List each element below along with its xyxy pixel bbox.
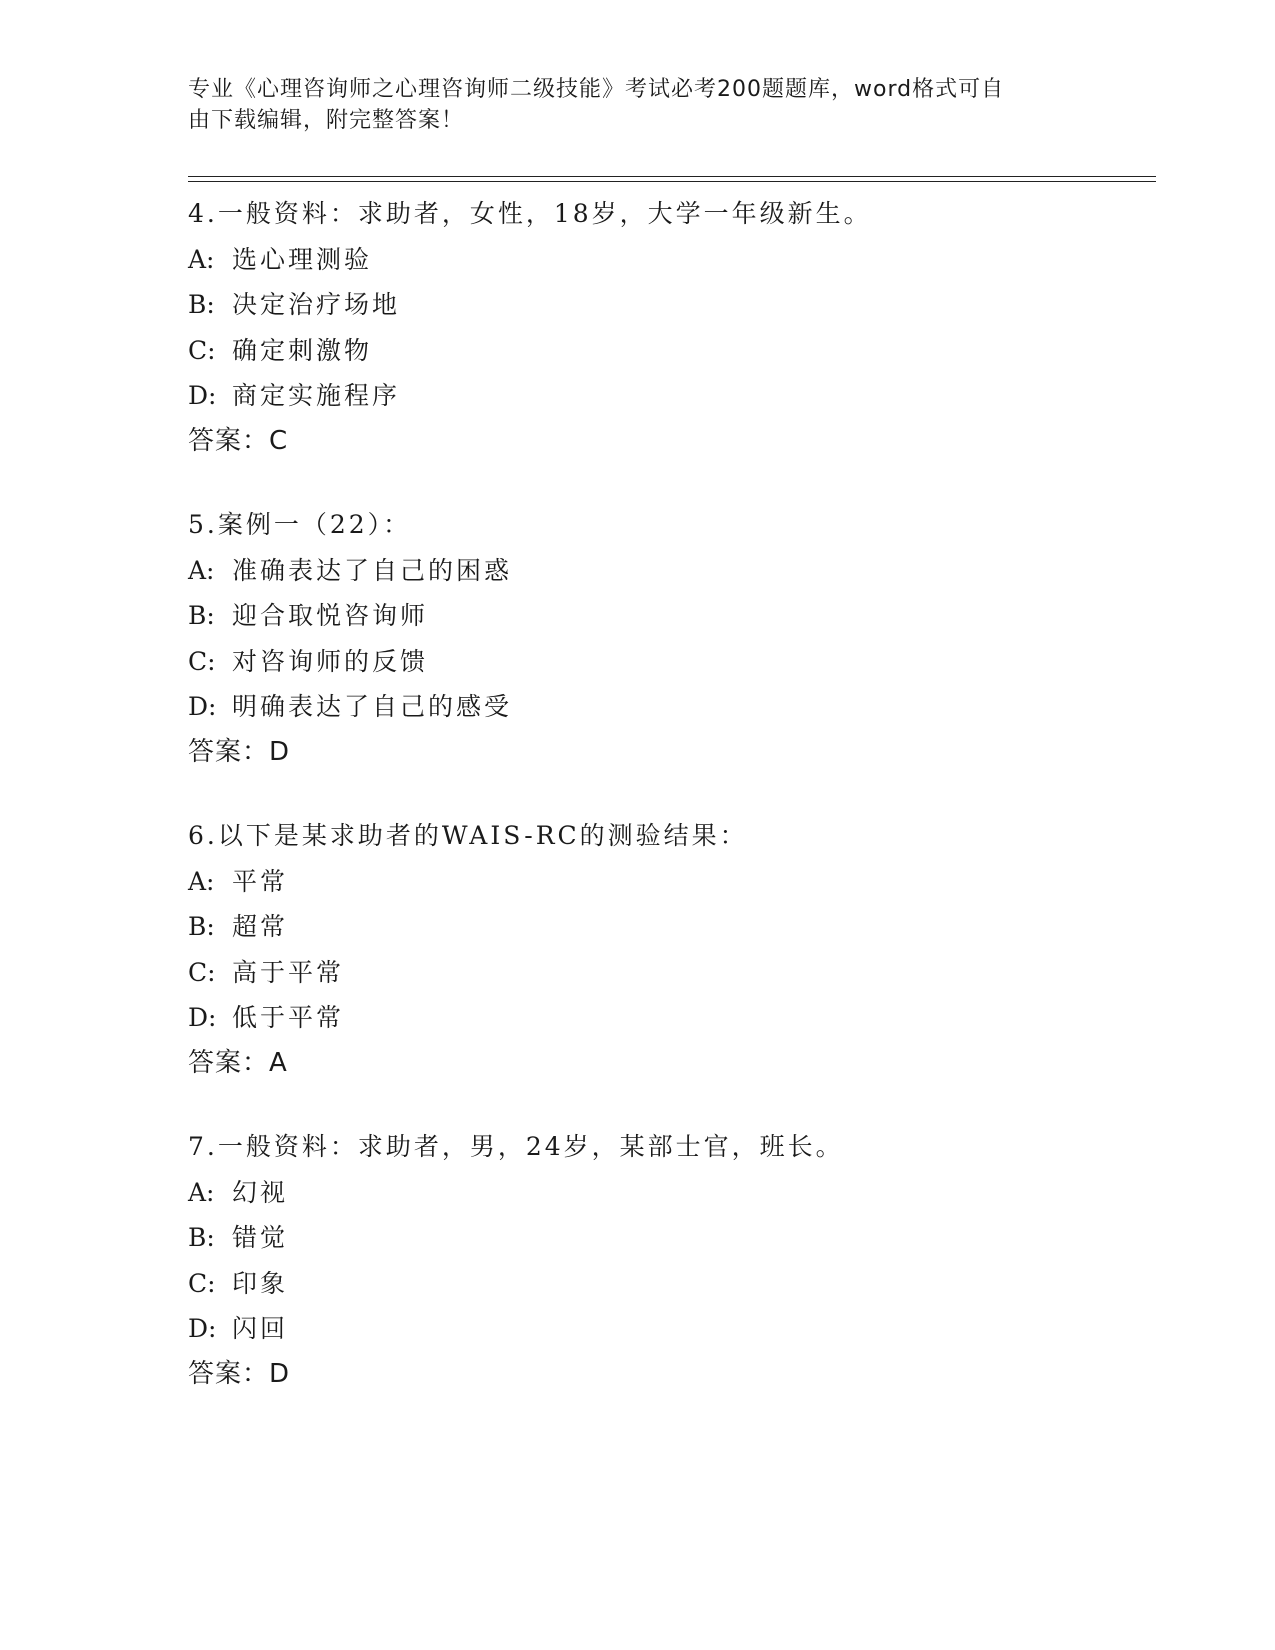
option-letter: A: xyxy=(188,244,215,274)
question-stem: 7.一般资料：求助者，男，24岁，某部士官，班长。 xyxy=(188,1132,844,1161)
option-text: 选心理测验 xyxy=(232,244,373,274)
question-4 xyxy=(188,191,1148,464)
option-text: 迎合取悦咨询师 xyxy=(232,601,429,630)
option-text: 低于平常 xyxy=(232,1003,345,1032)
option-text: 幻视 xyxy=(232,1177,289,1207)
option-letter: D: xyxy=(188,381,217,410)
header-line-2: 由下载编辑，附完整答案！ xyxy=(188,108,465,133)
option-letter: B: xyxy=(188,912,215,941)
option-text: 平常 xyxy=(232,866,289,896)
option-a xyxy=(188,859,1148,905)
option-text: 高于平常 xyxy=(232,957,345,987)
option-text: 准确表达了自己的困惑 xyxy=(232,555,513,585)
option-letter: C: xyxy=(188,646,216,676)
option-c xyxy=(188,950,1148,996)
option-text: 明确表达了自己的感受 xyxy=(232,692,513,721)
option-text: 闪回 xyxy=(232,1314,289,1343)
option-letter: D: xyxy=(188,1314,217,1343)
question-stem: 6.以下是某求助者的WAIS-RC的测验结果： xyxy=(188,821,748,850)
option-d xyxy=(188,1306,1148,1352)
option-text: 决定治疗场地 xyxy=(232,290,401,319)
option-letter: A: xyxy=(188,1177,215,1207)
header-divider-bottom xyxy=(188,181,1156,182)
question-6 xyxy=(188,813,1148,1086)
header-line-1: 专业《心理咨询师之心理咨询师二级技能》考试必考200题题库，word格式可自 xyxy=(188,77,1005,102)
option-c xyxy=(188,1261,1148,1307)
question-5 xyxy=(188,502,1148,775)
option-b xyxy=(188,1215,1148,1261)
option-letter: B: xyxy=(188,290,215,319)
option-text: 错觉 xyxy=(232,1223,289,1252)
header-divider-top xyxy=(188,176,1156,177)
option-letter: B: xyxy=(188,601,215,630)
answer-line: 答案：A xyxy=(188,1047,288,1078)
option-text: 商定实施程序 xyxy=(232,381,401,410)
option-b xyxy=(188,282,1148,328)
option-a xyxy=(188,548,1148,594)
question-list xyxy=(188,191,1148,1435)
option-a xyxy=(188,1170,1148,1216)
answer-line: 答案：D xyxy=(188,1358,291,1389)
option-letter: C: xyxy=(188,335,216,365)
option-letter: B: xyxy=(188,1223,215,1252)
option-letter: A: xyxy=(188,866,215,896)
option-b xyxy=(188,593,1148,639)
option-letter: D: xyxy=(188,1003,217,1032)
option-letter: C: xyxy=(188,957,216,987)
option-letter: C: xyxy=(188,1268,216,1298)
document-header xyxy=(188,74,1068,136)
option-text: 超常 xyxy=(232,912,289,941)
option-text: 对咨询师的反馈 xyxy=(232,646,429,676)
option-c xyxy=(188,639,1148,685)
option-d xyxy=(188,684,1148,730)
option-c xyxy=(188,328,1148,374)
option-b xyxy=(188,904,1148,950)
option-letter: D: xyxy=(188,692,217,721)
option-a xyxy=(188,237,1148,283)
question-stem: 4.一般资料：求助者，女性，18岁，大学一年级新生。 xyxy=(188,199,872,228)
question-7 xyxy=(188,1124,1148,1397)
answer-line: 答案：C xyxy=(188,425,289,456)
option-d xyxy=(188,995,1148,1041)
option-d xyxy=(188,373,1148,419)
answer-line: 答案：D xyxy=(188,736,291,767)
option-text: 确定刺激物 xyxy=(232,335,373,365)
question-stem: 5.案例一（22）： xyxy=(188,510,412,539)
option-text: 印象 xyxy=(232,1268,289,1298)
option-letter: A: xyxy=(188,555,215,585)
